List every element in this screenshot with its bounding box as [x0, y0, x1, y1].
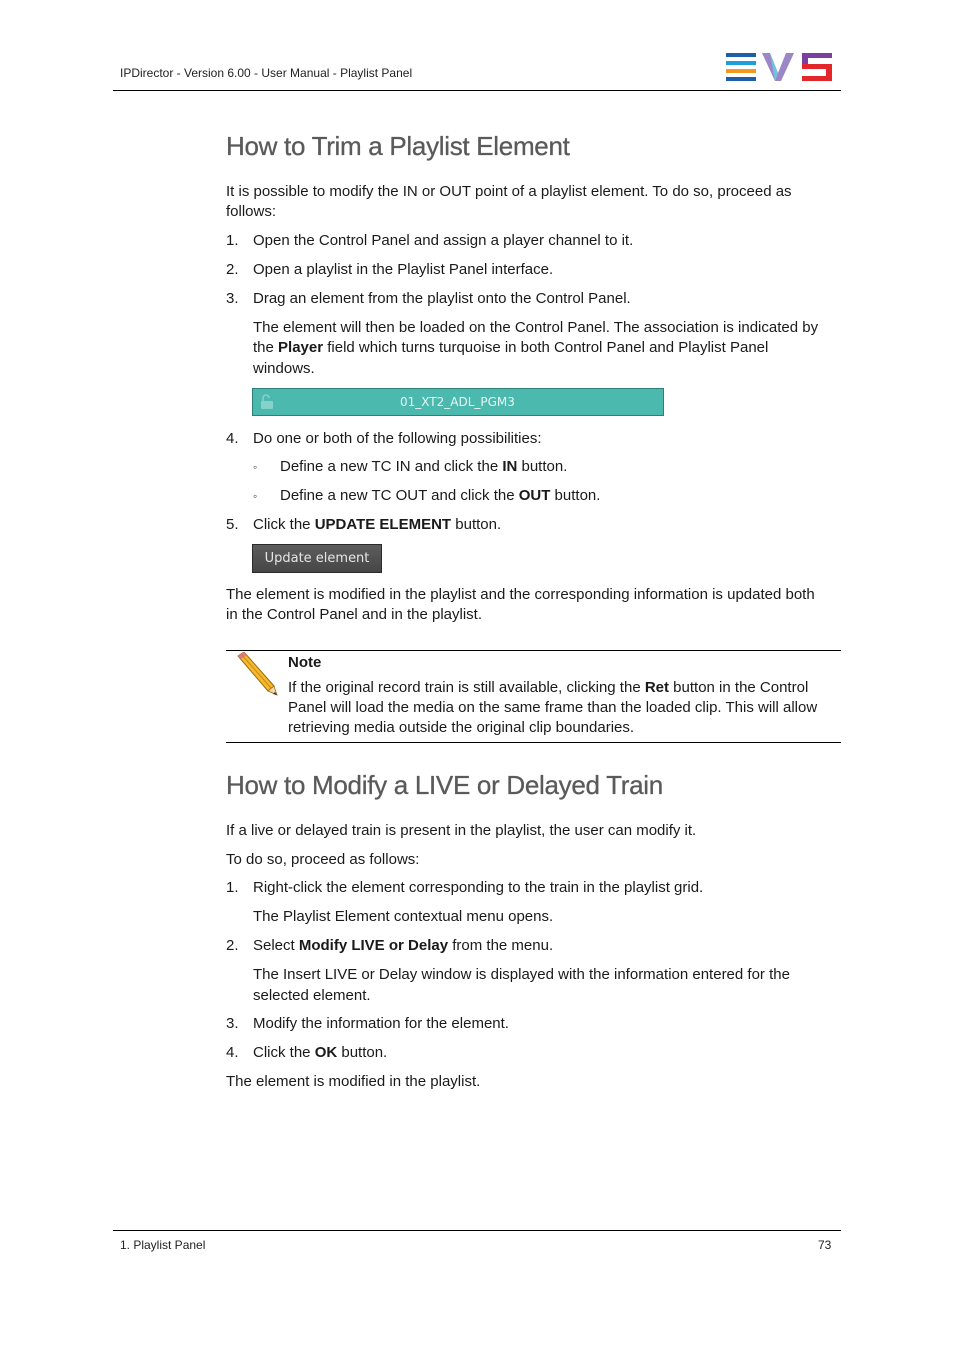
note-top-rule — [226, 650, 841, 651]
step3-note-line2: the Player field which turns turquoise in both Control Panel and Playlist Panel — [253, 339, 769, 356]
player-field-value: 01_XT2_ADL_PGM3 — [400, 395, 515, 409]
player-field-screenshot — [252, 388, 664, 416]
step-text: Open the Control Panel and assign a player channel to it. — [253, 232, 634, 249]
step-number: 3. — [226, 1015, 239, 1032]
step-number: 1. — [226, 232, 239, 249]
step-text: Drag an element from the playlist onto the Control Panel. — [253, 290, 631, 307]
step-number: 4. — [226, 1044, 239, 1061]
section2-intro: If a live or delayed train is present in the playlist, the user can modify it. — [226, 822, 697, 839]
step-number: 4. — [226, 430, 239, 447]
running-header: IPDirector - Version 6.00 - User Manual - Playlist Panel — [120, 66, 413, 80]
pencil-note-icon — [232, 652, 280, 696]
step-number: 3. — [226, 290, 239, 307]
step-number: 2. — [226, 261, 239, 278]
section-heading-trim: How to Trim a Playlist Element — [226, 131, 570, 161]
section2-proceed: To do so, proceed as follows: — [226, 851, 420, 868]
footer-chapter: 1. Playlist Panel — [120, 1238, 206, 1252]
sub-item-text: Define a new TC OUT and click the OUT button. — [280, 487, 601, 504]
update-element-button[interactable]: Update element — [252, 544, 382, 573]
note-line2: Panel will load the media on the same frame than the loaded clip. This will allow — [288, 699, 818, 716]
step3-note-line3: windows. — [253, 360, 315, 377]
step-text: Select Modify LIVE or Delay from the menu. — [253, 937, 554, 954]
note-title: Note — [288, 654, 322, 671]
page-number: 73 — [818, 1238, 832, 1252]
intro-text-line1: It is possible to modify the IN or OUT point of a playlist element. To do so, proceed as — [226, 183, 792, 200]
unlocked-padlock-icon — [259, 394, 275, 410]
step-text: Right-click the element corresponding to the train in the playlist grid. — [253, 879, 704, 896]
section2-result: The element is modified in the playlist. — [226, 1073, 481, 1090]
step-number: 2. — [226, 937, 239, 954]
intro-text-line2: follows: — [226, 203, 277, 220]
step-text: Click the OK button. — [253, 1044, 388, 1061]
note-line3: retrieving media outside the original clip boundaries. — [288, 719, 635, 736]
sub-item-text: Define a new TC IN and click the IN button. — [280, 458, 568, 475]
footer-rule — [113, 1230, 841, 1231]
step2-note-line2: selected element. — [253, 987, 371, 1004]
result-text-line2: in the Control Panel and in the playlist. — [226, 606, 482, 623]
result-text-line1: The element is modified in the playlist and the corresponding information is updated both — [226, 586, 815, 603]
step-text: Modify the information for the element. — [253, 1015, 509, 1032]
note-line1: If the original record train is still available, clicking the Ret button in the Control — [288, 679, 809, 696]
sub-bullet: ◦ — [253, 489, 258, 503]
step-number: 1. — [226, 879, 239, 896]
sub-bullet: ◦ — [253, 460, 258, 474]
step-text: Open a playlist in the Playlist Panel interface. — [253, 261, 554, 278]
evs-logo — [726, 53, 834, 81]
step3-note-line1: The element will then be loaded on the Control Panel. The association is indicated by — [253, 319, 819, 336]
step1-note: The Playlist Element contextual menu opens. — [253, 908, 554, 925]
header-rule — [113, 90, 841, 91]
section-heading-modify-train: How to Modify a LIVE or Delayed Train — [226, 770, 663, 800]
step2-note-line1: The Insert LIVE or Delay window is displayed with the information entered for the — [253, 966, 790, 983]
step-text: Do one or both of the following possibilities: — [253, 430, 542, 447]
step-number: 5. — [226, 516, 239, 533]
step-text: Click the UPDATE ELEMENT button. — [253, 516, 502, 533]
note-bottom-rule — [226, 742, 841, 743]
